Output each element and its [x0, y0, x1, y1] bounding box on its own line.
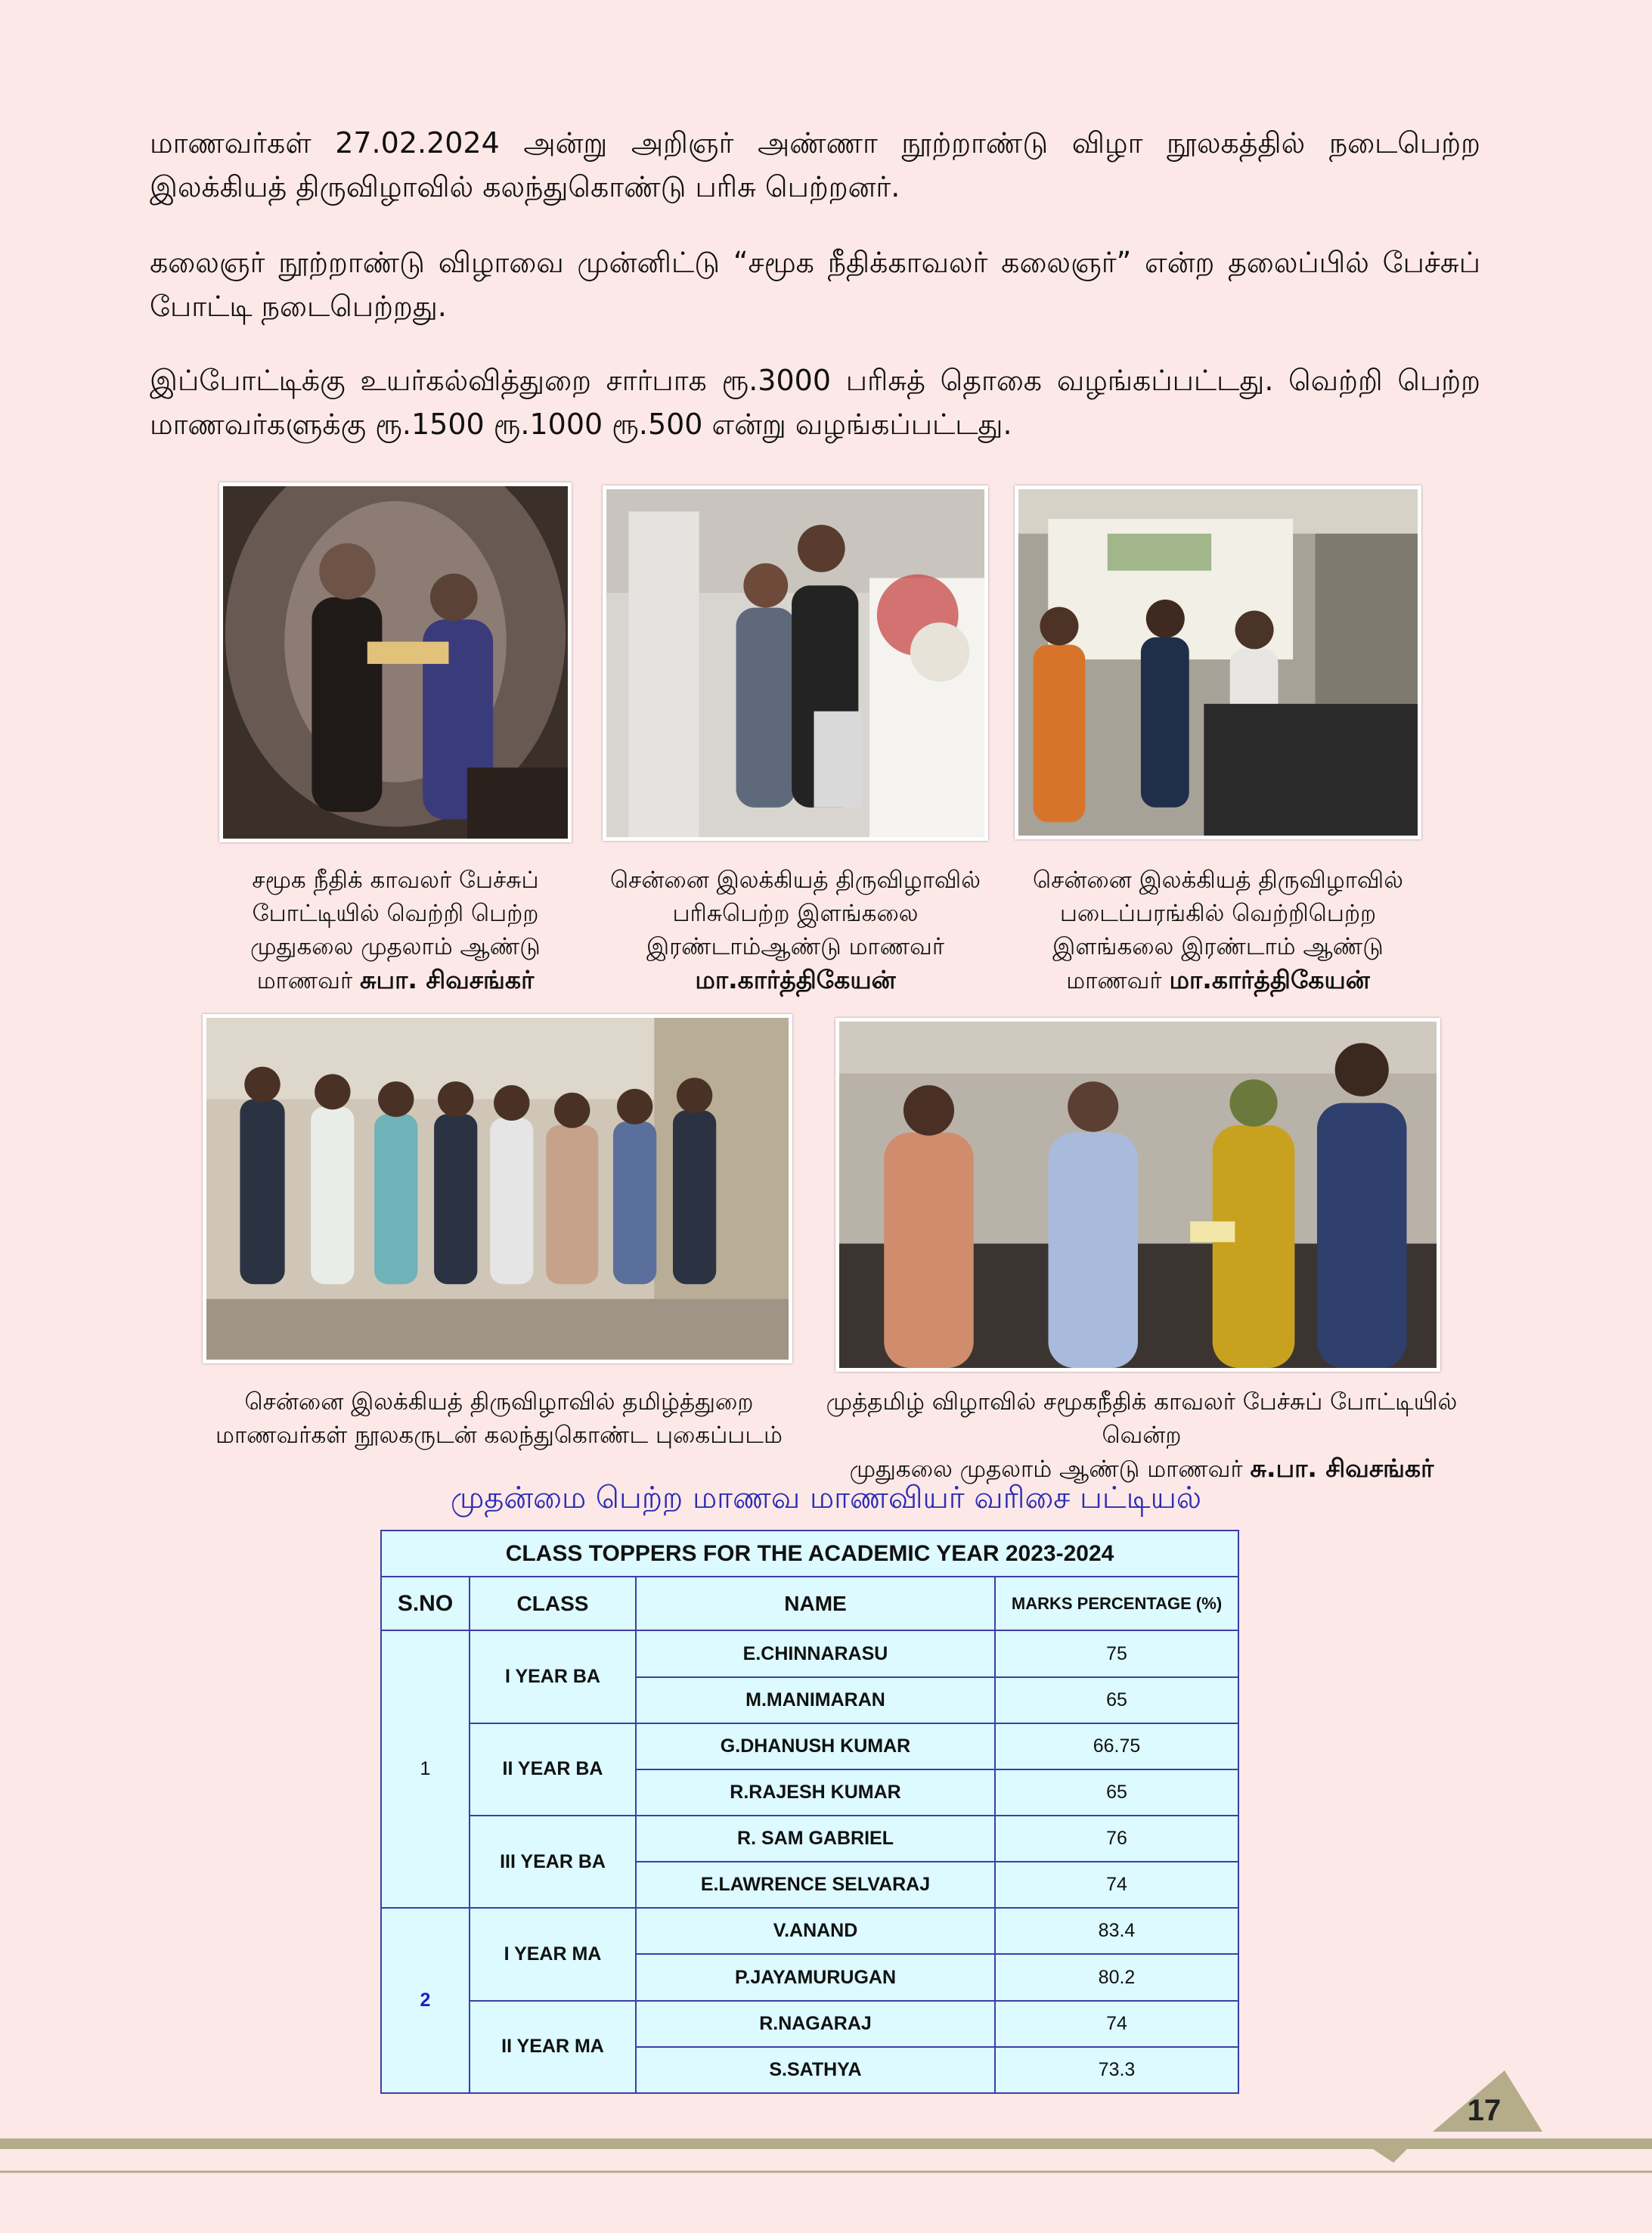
caption-line: முத்தமிழ் விழாவில் சமூகநீதிக் காவலர் பேச்சுப் போட்டியில் வென்ற: [826, 1388, 1458, 1449]
header-class: CLASS: [470, 1577, 636, 1630]
class-cell: I YEAR BA: [470, 1630, 636, 1723]
header-sno: S.NO: [381, 1577, 470, 1630]
caption-line: முதுகலை முதலாம் ஆண்டு: [250, 933, 541, 960]
photo-group-librarian: [203, 1014, 792, 1363]
name-cell: R. SAM GABRIEL: [636, 1816, 995, 1862]
caption-line: சென்னை இலக்கியத் திருவிழாவில் தமிழ்த்துறை: [244, 1388, 754, 1416]
header-marks: MARKS PERCENTAGE (%): [995, 1577, 1238, 1630]
class-cell: I YEAR MA: [470, 1908, 636, 2000]
photo-festival-award: [603, 485, 988, 841]
paragraph-1: மாணவர்கள் 27.02.2024 அன்று அறிஞர் அண்ணா நூற்றாண்டு விழா நூலகத்தில் நடைபெற்ற இலக்கியத் திருவிழாவில் கலந்துகொண்டு பரிசு பெற்றனர்.: [150, 126, 1480, 203]
name-cell: V.ANAND: [636, 1908, 995, 1954]
caption-line: சென்னை இலக்கியத் திருவிழாவில்: [1033, 867, 1403, 894]
caption-line: இளங்கலை இரண்டாம் ஆண்டு: [1052, 933, 1384, 960]
page-number: 17: [1467, 2094, 1502, 2127]
marks-cell: 75: [995, 1630, 1238, 1676]
table-row: [381, 1816, 1238, 1862]
caption-photo-muthamizh-festival: [824, 1385, 1459, 1486]
name-cell: G.DHANUSH KUMAR: [636, 1723, 995, 1769]
student-name: மா.கார்த்திகேயன்: [695, 965, 896, 994]
sno-cell: 2: [381, 1908, 470, 2093]
header-name: NAME: [636, 1577, 995, 1630]
photo-festival-competition: [1015, 485, 1421, 839]
caption-line: மாணவர்கள் நூலகருடன் கலந்துகொண்ட புகைப்படம்: [215, 1422, 783, 1449]
footer-band: [0, 2064, 1652, 2233]
name-cell: E.LAWRENCE SELVARAJ: [636, 1862, 995, 1908]
paragraph-3: இப்போட்டிக்கு உயர்கல்வித்துறை சார்பாக ரூ.3000 பரிசுத் தொகை வழங்கப்பட்டது. வெற்றி பெற்ற மாணவர்களுக்கு ரூ.1500 ரூ.1000 ரூ.500 என்று வழங்கப்பட்டது.: [150, 364, 1480, 441]
photo-muthamizh-festival: [835, 1018, 1440, 1372]
marks-cell: 74: [995, 2001, 1238, 2047]
name-cell: P.JAYAMURUGAN: [636, 1954, 995, 2000]
toppers-list-title: முதன்மை பெற்ற மாணவ மாணவியர் வரிசை பட்டியல்: [450, 1481, 1202, 1515]
table-header-row: [381, 1577, 1238, 1630]
marks-cell: 65: [995, 1677, 1238, 1723]
caption-line: சமூக நீதிக் காவலர் பேச்சுப்: [252, 867, 539, 894]
caption-line: சென்னை இலக்கியத் திருவிழாவில்: [610, 867, 981, 894]
table-row: [381, 2001, 1238, 2047]
caption-line: போட்டியில் வெற்றி பெற்ற: [252, 900, 539, 927]
toppers-table: [380, 1530, 1239, 2094]
marks-cell: 76: [995, 1816, 1238, 1862]
name-cell: M.MANIMARAN: [636, 1677, 995, 1723]
student-name: மா.கார்த்திகேயன்: [1169, 965, 1370, 994]
caption-photo-festival-competition: [1009, 864, 1427, 997]
caption-photo-group-librarian: [189, 1385, 809, 1452]
class-cell: II YEAR BA: [470, 1723, 636, 1816]
table-row: [381, 1908, 1238, 1954]
caption-photo-stage-award: [197, 864, 594, 997]
class-cell: II YEAR MA: [470, 2001, 636, 2093]
name-cell: S.SATHYA: [636, 2047, 995, 2093]
table-title: CLASS TOPPERS FOR THE ACADEMIC YEAR 2023-2024: [381, 1531, 1238, 1577]
student-name: சுபா. சிவசங்கர்: [360, 965, 535, 994]
name-cell: E.CHINNARASU: [636, 1630, 995, 1676]
paragraph-2: கலைஞர் நூற்றாண்டு விழாவை முன்னிட்டு “சமூக நீதிக்காவலர் கலைஞர்” என்ற தலைப்பில் பேச்சுப் போட்டி நடைபெற்றது.: [150, 246, 1480, 323]
student-name: சு.பா. சிவசங்கர்: [1250, 1453, 1434, 1483]
name-cell: R.RAJESH KUMAR: [636, 1769, 995, 1816]
caption-line: பரிசுபெற்ற இளங்கலை: [672, 900, 919, 927]
caption-line: மாணவர்: [256, 967, 353, 994]
caption-line: இரண்டாம்ஆண்டு மாணவர்: [646, 933, 945, 960]
caption-photo-festival-award: [590, 864, 1001, 997]
marks-cell: 65: [995, 1769, 1238, 1816]
marks-cell: 66.75: [995, 1723, 1238, 1769]
marks-cell: 83.4: [995, 1908, 1238, 1954]
class-cell: III YEAR BA: [470, 1816, 636, 1908]
caption-line: மாணவர்: [1066, 967, 1162, 994]
marks-cell: 73.3: [995, 2047, 1238, 2093]
photo-stage-award: [219, 482, 572, 842]
caption-line: முதுகலை முதலாம் ஆண்டு மாணவர்: [849, 1456, 1243, 1483]
sno-cell: 1: [381, 1630, 470, 1908]
table-row: [381, 1630, 1238, 1676]
name-cell: R.NAGARAJ: [636, 2001, 995, 2047]
caption-line: படைப்பரங்கில் வெற்றிபெற்ற: [1059, 900, 1377, 927]
marks-cell: 74: [995, 1862, 1238, 1908]
table-row: [381, 1723, 1238, 1769]
marks-cell: 80.2: [995, 1954, 1238, 2000]
